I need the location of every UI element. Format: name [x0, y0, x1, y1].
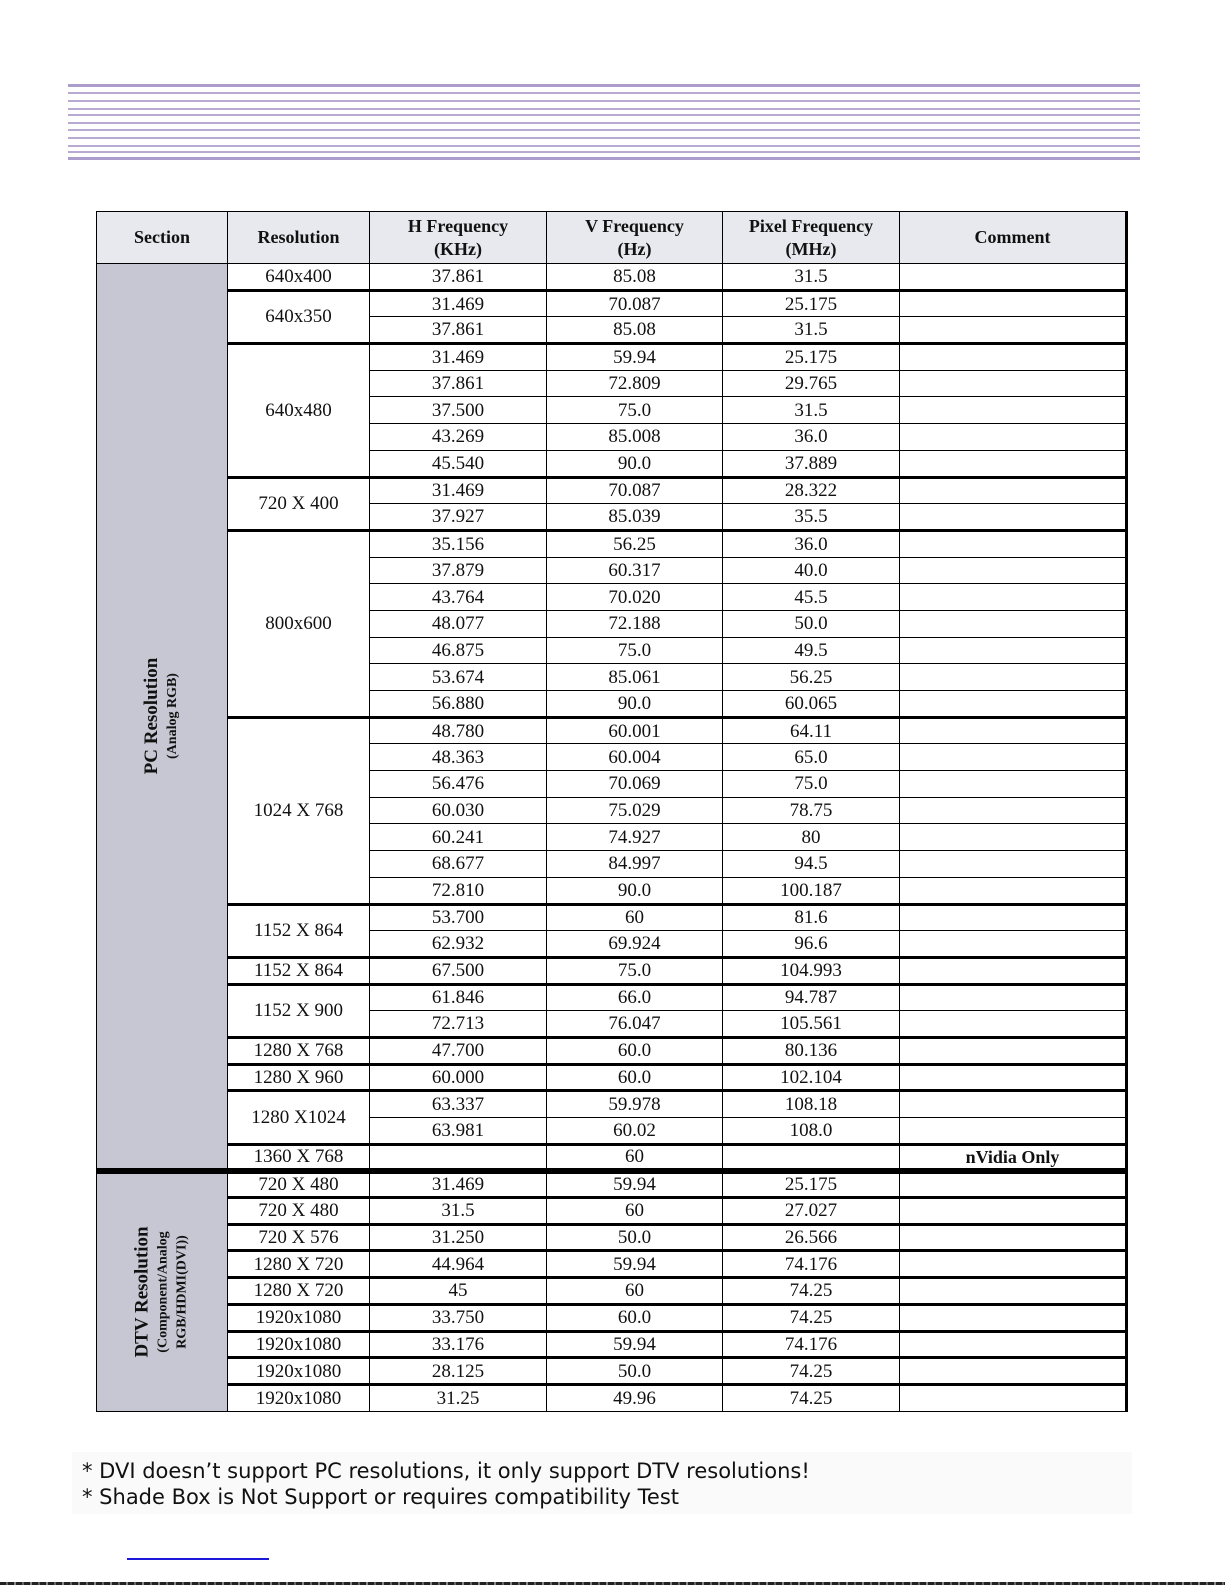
table-row	[97, 290, 1127, 317]
table-row	[97, 1091, 1127, 1118]
h-frequency-cell: 72.713	[370, 1011, 547, 1038]
comment-cell	[900, 1198, 1127, 1225]
resolution-cell: 1920x1080	[228, 1331, 370, 1358]
pixel-frequency-cell: 64.11	[723, 717, 900, 744]
table-row	[97, 1384, 1127, 1411]
column-header-section: Section	[97, 212, 228, 264]
header-stripe	[68, 84, 1140, 87]
pixel-frequency-cell: 25.175	[723, 290, 900, 317]
header-stripe	[68, 129, 1140, 131]
footer-link-underline[interactable]	[127, 1558, 269, 1560]
table-header-row	[97, 212, 1127, 264]
pixel-frequency-cell: 74.25	[723, 1304, 900, 1331]
h-frequency-cell: 60.241	[370, 824, 547, 851]
header-stripe	[68, 122, 1140, 124]
resolution-cell: 800x600	[228, 530, 370, 717]
resolution-cell: 720 X 480	[228, 1198, 370, 1225]
pixel-frequency-cell: 78.75	[723, 797, 900, 824]
table-row	[97, 1144, 1127, 1171]
v-frequency-cell: 60.004	[547, 744, 723, 771]
section-subtitle: RGB/HDMI(DVI))	[174, 1235, 190, 1349]
header-stripe	[68, 100, 1140, 102]
v-frequency-cell: 90.0	[547, 450, 723, 477]
resolution-cell: 1152 X 864	[228, 957, 370, 984]
h-frequency-cell: 72.810	[370, 877, 547, 904]
header-stripe	[68, 157, 1140, 160]
pixel-frequency-cell: 94.787	[723, 984, 900, 1011]
resolution-cell: 1280 X 720	[228, 1278, 370, 1305]
comment-cell	[900, 931, 1127, 958]
section-label-cell	[97, 1171, 228, 1411]
h-frequency-cell: 35.156	[370, 530, 547, 557]
pixel-frequency-cell: 31.5	[723, 317, 900, 344]
resolution-spec-table	[96, 211, 1128, 1412]
resolution-cell: 1024 X 768	[228, 717, 370, 904]
h-frequency-cell: 31.469	[370, 477, 547, 504]
h-frequency-cell: 37.861	[370, 264, 547, 291]
comment-cell	[900, 1278, 1127, 1305]
section-label-cell	[97, 264, 228, 1171]
pixel-frequency-cell: 26.566	[723, 1224, 900, 1251]
h-frequency-cell: 48.363	[370, 744, 547, 771]
pixel-frequency-cell: 56.25	[723, 664, 900, 691]
resolution-cell: 640x480	[228, 344, 370, 477]
h-frequency-cell: 68.677	[370, 851, 547, 878]
v-frequency-cell: 59.978	[547, 1091, 723, 1118]
pixel-frequency-cell: 74.25	[723, 1358, 900, 1385]
h-frequency-cell: 37.879	[370, 557, 547, 584]
comment-cell	[900, 1358, 1127, 1385]
v-frequency-cell: 70.069	[547, 771, 723, 798]
v-frequency-cell: 50.0	[547, 1224, 723, 1251]
pixel-frequency-cell: 74.176	[723, 1331, 900, 1358]
comment-cell	[900, 1331, 1127, 1358]
comment-cell	[900, 1064, 1127, 1091]
h-frequency-cell: 37.927	[370, 504, 547, 531]
h-frequency-cell: 37.861	[370, 317, 547, 344]
table-row	[97, 1331, 1127, 1358]
comment-cell	[900, 450, 1127, 477]
table-row	[97, 1251, 1127, 1278]
v-frequency-cell: 66.0	[547, 984, 723, 1011]
v-frequency-cell: 84.997	[547, 851, 723, 878]
section-title: PC Resolution	[141, 657, 163, 775]
v-frequency-cell: 70.087	[547, 290, 723, 317]
v-frequency-cell: 76.047	[547, 1011, 723, 1038]
comment-cell	[900, 264, 1127, 291]
footnote-dvi: * DVI doesn’t support PC resolutions, it only support DTV resolutions!	[82, 1459, 810, 1483]
comment-cell	[900, 1037, 1127, 1064]
v-frequency-cell: 70.020	[547, 584, 723, 611]
v-frequency-cell: 85.08	[547, 264, 723, 291]
v-frequency-cell: 60.0	[547, 1037, 723, 1064]
comment-cell	[900, 637, 1127, 664]
h-frequency-cell: 63.337	[370, 1091, 547, 1118]
v-frequency-cell: 90.0	[547, 877, 723, 904]
comment-cell	[900, 1171, 1127, 1198]
h-frequency-cell: 33.750	[370, 1304, 547, 1331]
v-frequency-cell: 72.188	[547, 610, 723, 637]
h-frequency-cell: 67.500	[370, 957, 547, 984]
pixel-frequency-cell: 27.027	[723, 1198, 900, 1225]
h-frequency-cell: 53.700	[370, 904, 547, 931]
resolution-cell: 1920x1080	[228, 1358, 370, 1385]
resolution-cell: 1920x1080	[228, 1384, 370, 1411]
column-header-resolution: Resolution	[228, 212, 370, 264]
table-row	[97, 1037, 1127, 1064]
resolution-cell: 1280 X 768	[228, 1037, 370, 1064]
pixel-frequency-cell: 50.0	[723, 610, 900, 637]
table-row	[97, 904, 1127, 931]
resolution-cell: 1280 X 720	[228, 1251, 370, 1278]
pixel-frequency-cell: 94.5	[723, 851, 900, 878]
comment-cell	[900, 797, 1127, 824]
v-frequency-cell: 69.924	[547, 931, 723, 958]
h-frequency-cell	[370, 1144, 547, 1171]
resolution-cell: 1920x1080	[228, 1304, 370, 1331]
resolution-cell: 1152 X 864	[228, 904, 370, 957]
v-frequency-cell: 85.008	[547, 424, 723, 451]
header-stripe-decoration	[68, 84, 1140, 160]
column-header-h-frequency: H Frequency (KHz)	[370, 212, 547, 264]
comment-cell	[900, 824, 1127, 851]
pixel-frequency-cell: 31.5	[723, 397, 900, 424]
section-subtitle: (Component/Analog	[155, 1231, 171, 1353]
v-frequency-cell: 60.02	[547, 1118, 723, 1145]
comment-cell	[900, 1251, 1127, 1278]
pixel-frequency-cell: 60.065	[723, 691, 900, 718]
h-frequency-cell: 47.700	[370, 1037, 547, 1064]
pixel-frequency-cell	[723, 1144, 900, 1171]
comment-cell	[900, 370, 1127, 397]
h-frequency-cell: 31.469	[370, 1171, 547, 1198]
h-frequency-cell: 31.469	[370, 344, 547, 371]
comment-cell	[900, 904, 1127, 931]
header-stripe	[68, 114, 1140, 116]
header-stripe	[68, 151, 1140, 153]
table-body	[97, 264, 1127, 1412]
h-frequency-cell: 31.250	[370, 1224, 547, 1251]
h-frequency-cell: 31.5	[370, 1198, 547, 1225]
comment-cell	[900, 984, 1127, 1011]
h-frequency-cell: 31.25	[370, 1384, 547, 1411]
resolution-cell: 640x350	[228, 290, 370, 343]
header-stripe	[68, 137, 1140, 139]
comment-cell	[900, 530, 1127, 557]
table-row	[97, 1171, 1127, 1198]
footnotes	[72, 1452, 1132, 1514]
pixel-frequency-cell: 75.0	[723, 771, 900, 798]
pixel-frequency-cell: 37.889	[723, 450, 900, 477]
resolution-cell: 1280 X1024	[228, 1091, 370, 1144]
v-frequency-cell: 85.08	[547, 317, 723, 344]
comment-cell	[900, 584, 1127, 611]
comment-cell	[900, 717, 1127, 744]
v-frequency-cell: 56.25	[547, 530, 723, 557]
h-frequency-cell: 48.780	[370, 717, 547, 744]
h-frequency-cell: 56.880	[370, 691, 547, 718]
comment-cell	[900, 1091, 1127, 1118]
resolution-cell: 720 X 400	[228, 477, 370, 530]
table-row	[97, 344, 1127, 371]
column-header-v-frequency: V Frequency (Hz)	[547, 212, 723, 264]
header-stripe	[68, 92, 1140, 94]
comment-cell	[900, 744, 1127, 771]
pixel-frequency-cell: 36.0	[723, 424, 900, 451]
resolution-cell: 1280 X 960	[228, 1064, 370, 1091]
h-frequency-cell: 43.269	[370, 424, 547, 451]
h-frequency-cell: 46.875	[370, 637, 547, 664]
h-frequency-cell: 44.964	[370, 1251, 547, 1278]
resolution-cell: 720 X 480	[228, 1171, 370, 1198]
comment-cell	[900, 1224, 1127, 1251]
v-frequency-cell: 60.0	[547, 1304, 723, 1331]
comment-cell	[900, 1011, 1127, 1038]
v-frequency-cell: 70.087	[547, 477, 723, 504]
v-frequency-cell: 75.0	[547, 397, 723, 424]
pixel-frequency-cell: 28.322	[723, 477, 900, 504]
h-frequency-cell: 37.500	[370, 397, 547, 424]
comment-cell	[900, 290, 1127, 317]
pixel-frequency-cell: 45.5	[723, 584, 900, 611]
pixel-frequency-cell: 40.0	[723, 557, 900, 584]
comment-cell	[900, 851, 1127, 878]
pixel-frequency-cell: 49.5	[723, 637, 900, 664]
section-label	[141, 658, 183, 775]
h-frequency-cell: 62.932	[370, 931, 547, 958]
h-frequency-cell: 31.469	[370, 290, 547, 317]
h-frequency-cell: 63.981	[370, 1118, 547, 1145]
comment-cell	[900, 1118, 1127, 1145]
column-header-comment: Comment	[900, 212, 1127, 264]
header-stripe	[68, 108, 1140, 110]
table-row	[97, 717, 1127, 744]
comment-cell	[900, 344, 1127, 371]
comment-cell	[900, 1384, 1127, 1411]
v-frequency-cell: 60.001	[547, 717, 723, 744]
v-frequency-cell: 59.94	[547, 1251, 723, 1278]
v-frequency-cell: 85.061	[547, 664, 723, 691]
pixel-frequency-cell: 80.136	[723, 1037, 900, 1064]
table-row	[97, 477, 1127, 504]
section-title: DTV Resolution	[131, 1226, 153, 1358]
h-frequency-cell: 60.000	[370, 1064, 547, 1091]
h-frequency-cell: 45	[370, 1278, 547, 1305]
v-frequency-cell: 60	[547, 1144, 723, 1171]
comment-cell	[900, 877, 1127, 904]
pixel-frequency-cell: 25.175	[723, 344, 900, 371]
pixel-frequency-cell: 36.0	[723, 530, 900, 557]
v-frequency-cell: 75.0	[547, 637, 723, 664]
table-row	[97, 1358, 1127, 1385]
comment-cell	[900, 317, 1127, 344]
h-frequency-cell: 60.030	[370, 797, 547, 824]
v-frequency-cell: 59.94	[547, 1171, 723, 1198]
pixel-frequency-cell: 80	[723, 824, 900, 851]
comment-cell	[900, 557, 1127, 584]
comment-cell	[900, 664, 1127, 691]
v-frequency-cell: 60.317	[547, 557, 723, 584]
pixel-frequency-cell: 105.561	[723, 1011, 900, 1038]
table-row	[97, 1304, 1127, 1331]
comment-cell	[900, 477, 1127, 504]
table-row	[97, 1278, 1127, 1305]
v-frequency-cell: 74.927	[547, 824, 723, 851]
resolution-cell: 640x400	[228, 264, 370, 291]
pixel-frequency-cell: 65.0	[723, 744, 900, 771]
comment-cell	[900, 771, 1127, 798]
pixel-frequency-cell: 35.5	[723, 504, 900, 531]
pixel-frequency-cell: 81.6	[723, 904, 900, 931]
h-frequency-cell: 56.476	[370, 771, 547, 798]
v-frequency-cell: 59.94	[547, 1331, 723, 1358]
comment-cell	[900, 504, 1127, 531]
comment-cell	[900, 397, 1127, 424]
resolution-cell: 1152 X 900	[228, 984, 370, 1037]
v-frequency-cell: 60	[547, 1278, 723, 1305]
v-frequency-cell: 60.0	[547, 1064, 723, 1091]
h-frequency-cell: 45.540	[370, 450, 547, 477]
pixel-frequency-cell: 74.25	[723, 1384, 900, 1411]
pixel-frequency-cell: 100.187	[723, 877, 900, 904]
comment-cell: nVidia Only	[900, 1144, 1127, 1171]
table-row	[97, 984, 1127, 1011]
column-header-pixel-frequency: Pixel Frequency (MHz)	[723, 212, 900, 264]
comment-cell	[900, 1304, 1127, 1331]
pixel-frequency-cell: 74.176	[723, 1251, 900, 1278]
table-row	[97, 1224, 1127, 1251]
pixel-frequency-cell: 104.993	[723, 957, 900, 984]
comment-cell	[900, 691, 1127, 718]
h-frequency-cell: 43.764	[370, 584, 547, 611]
table-row	[97, 264, 1127, 291]
pixel-frequency-cell: 31.5	[723, 264, 900, 291]
v-frequency-cell: 49.96	[547, 1384, 723, 1411]
h-frequency-cell: 48.077	[370, 610, 547, 637]
comment-cell	[900, 424, 1127, 451]
v-frequency-cell: 75.029	[547, 797, 723, 824]
pixel-frequency-cell: 102.104	[723, 1064, 900, 1091]
table-row	[97, 1198, 1127, 1225]
v-frequency-cell: 72.809	[547, 370, 723, 397]
v-frequency-cell: 75.0	[547, 957, 723, 984]
v-frequency-cell: 50.0	[547, 1358, 723, 1385]
pixel-frequency-cell: 25.175	[723, 1171, 900, 1198]
v-frequency-cell: 90.0	[547, 691, 723, 718]
pixel-frequency-cell: 74.25	[723, 1278, 900, 1305]
pixel-frequency-cell: 108.0	[723, 1118, 900, 1145]
h-frequency-cell: 33.176	[370, 1331, 547, 1358]
h-frequency-cell: 37.861	[370, 370, 547, 397]
v-frequency-cell: 60	[547, 1198, 723, 1225]
table-row	[97, 530, 1127, 557]
h-frequency-cell: 28.125	[370, 1358, 547, 1385]
header-stripe	[68, 145, 1140, 147]
pixel-frequency-cell: 96.6	[723, 931, 900, 958]
comment-cell	[900, 610, 1127, 637]
resolution-cell: 720 X 576	[228, 1224, 370, 1251]
resolution-cell: 1360 X 768	[228, 1144, 370, 1171]
v-frequency-cell: 85.039	[547, 504, 723, 531]
comment-cell	[900, 957, 1127, 984]
pixel-frequency-cell: 29.765	[723, 370, 900, 397]
h-frequency-cell: 53.674	[370, 664, 547, 691]
v-frequency-cell: 60	[547, 904, 723, 931]
pixel-frequency-cell: 108.18	[723, 1091, 900, 1118]
table-row	[97, 957, 1127, 984]
section-subtitle: (Analog RGB)	[164, 672, 180, 759]
footnote-shade-box: * Shade Box is Not Support or requires compatibility Test	[82, 1485, 680, 1509]
v-frequency-cell: 59.94	[547, 344, 723, 371]
table-row	[97, 1064, 1127, 1091]
h-frequency-cell: 61.846	[370, 984, 547, 1011]
section-label	[132, 1227, 193, 1358]
